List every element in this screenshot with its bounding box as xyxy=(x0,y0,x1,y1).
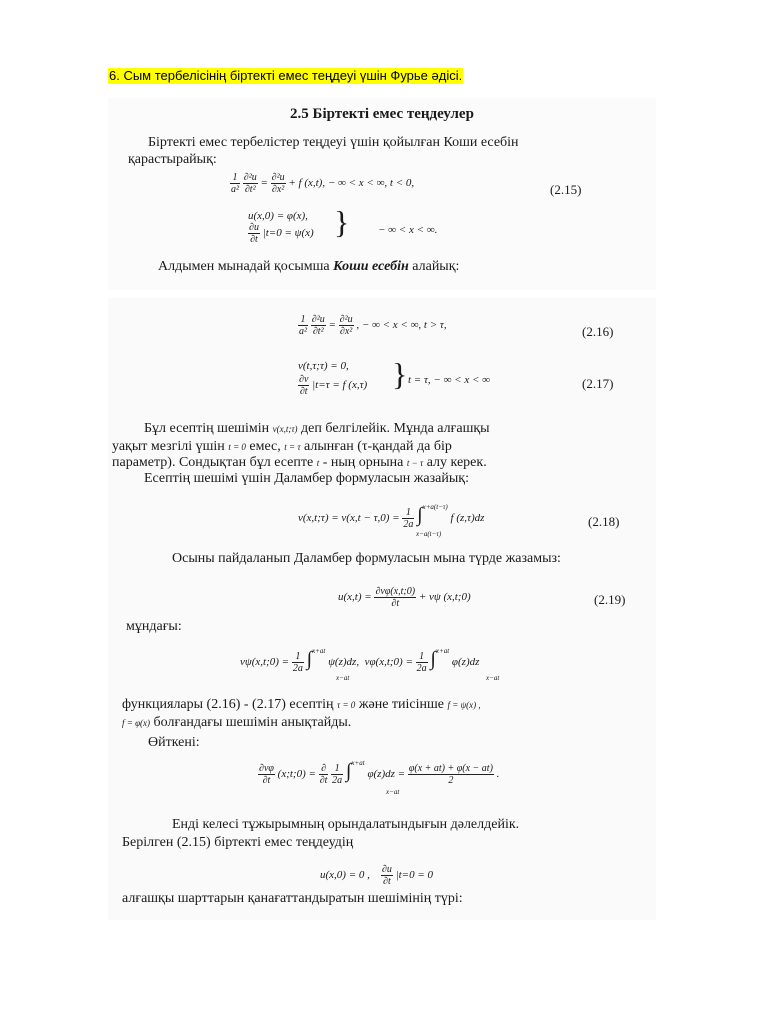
eq-2-18-lower-limit: x−a(t−τ) xyxy=(416,530,442,538)
eq-number-2-17: (2.17) xyxy=(582,376,614,391)
eq-number-2-19: (2.19) xyxy=(594,592,626,607)
para3-line2: f = φ(x) болғандағы шешімін анықтайды. xyxy=(122,715,352,730)
v-phi-lower-limit: x−at xyxy=(486,674,500,682)
scan-fragment-1 xyxy=(108,98,656,290)
para4-line1: Енді келесі тұжырымның орындалатындығын дәлелдейік. xyxy=(172,817,520,832)
v-psi-formula: vψ(x,t;0) = $\frac{1}{2a}$ ∫$^{x+at}$ ψ(z)dz, vφ(x,t;0) = $\frac{1}{2a}$ ∫$^{x+at}$ φ(z)dz xyxy=(240,647,480,674)
equation-2-16: $\frac{1}{\text{a²}}$ $\frac{\text{∂²u}}{\text{∂t²}}$ = $\frac{\text{∂²u}}{\text{∂x²}}$ , − ∞ < x < ∞, t > τ, xyxy=(299,314,447,337)
because-lower-limit: x−at xyxy=(386,788,400,796)
intro-line-2: қарастырайық: xyxy=(128,152,217,167)
eq-number-2-16: (2.16) xyxy=(582,324,614,339)
initial-condition-3: v(t,τ;τ) = 0, xyxy=(298,360,349,372)
para3-line1: функциялары (2.16) - (2.17) есептің τ = 0 және тиісінше f = ψ(x) , xyxy=(122,697,481,712)
initial-condition-4: $\frac{\partial v}{\partial t}$ |t=τ = f (x,τ) xyxy=(299,374,368,397)
eq-number-2-18: (2.18) xyxy=(588,514,620,529)
para1-line3: параметр). Сондықтан бұл есепте t - ның орнына t − τ алу керек. xyxy=(112,455,487,470)
ic-condition: t = τ, − ∞ < x < ∞ xyxy=(408,374,491,386)
v-psi-lower-limit: x−at xyxy=(336,674,350,682)
brace-1: } xyxy=(334,204,350,240)
para1-line1: Бұл есептің шешімін v(x,t;τ) деп белгілейік. Мұнда алғашқы xyxy=(144,421,490,436)
equation-2-15: $\frac{1}{\text{a²}}$ $\frac{\text{∂²u}}{\text{∂t²}}$ = $\frac{\text{∂²u}}{\text{∂x²}}$ + f (x,t), − ∞ < x < ∞, t < 0, xyxy=(231,172,415,195)
section-title: 2.5 Біртекті емес теңдеулер xyxy=(290,106,474,122)
equation-because: $\frac{\partial v\varphi}{\partial t}$ (x;t;0) = $\frac{\partial}{\partial t}$ $\frac{1}{2a}$ ∫$^{x+at}$ φ(z)dz = $\frac{\varphi(x + at) + \varphi(x - at)}{2}$ . xyxy=(259,759,500,786)
intro-line-1: Біртекті емес тербелістер теңдеуі үшін қойылған Коши есебін xyxy=(148,135,519,150)
aux-problem-line: Алдымен мынадай қосымша Коши есебін алайық: xyxy=(158,259,460,274)
equation-2-18: v(x,t;τ) = v(x,t − τ,0) = $\frac{1}{2a}$ ∫$^{x+a(t-\tau)}$ f (z,τ)dz xyxy=(298,503,485,530)
equation-2-19: u(x,t) = $\frac{\partial v\varphi(x,t;0)}{\partial t}$ + vψ (x,t;0) xyxy=(338,586,471,609)
where-label: мұндағы: xyxy=(126,619,182,634)
para5: алғашқы шарттарын қанағаттандыратын шешімінің түрі: xyxy=(122,891,463,906)
para2: Осыны пайдаланып Даламбер формуласын мына түрде жазамыз: xyxy=(172,551,561,566)
final-initial-conditions: u(x,0) = 0 , $\frac{\partial u}{\partial t}$ |t=0 = 0 xyxy=(320,864,434,887)
because-label: Өйткені: xyxy=(148,735,200,750)
initial-condition-1: u(x,0) = φ(x), xyxy=(248,210,308,222)
eq-number-2-15: (2.15) xyxy=(550,182,582,197)
para1-line4: Есептің шешімі үшін Даламбер формуласын жазайық: xyxy=(144,471,469,486)
para4-line2: Берілген (2.15) біртекті емес теңдеудің xyxy=(122,835,354,850)
ic-range: − ∞ < x < ∞. xyxy=(378,224,438,236)
para1-line2: уақыт мезгілі үшін t = 0 емес, t = τ алынған (τ-қандай да бір xyxy=(112,439,452,454)
eq-2-15-rhs: + f (x,t), − ∞ < x < ∞, t < 0, xyxy=(288,177,415,190)
initial-condition-2: $\frac{\partial u}{\partial t}$ |t=0 = ψ(x) xyxy=(249,222,314,245)
document-headline: 6. Сым тербелісінің біртекті емес теңдеуі үшін Фурье әдісі. xyxy=(109,68,463,83)
scan-fragment-2 xyxy=(108,298,656,920)
brace-2: } xyxy=(392,356,408,392)
